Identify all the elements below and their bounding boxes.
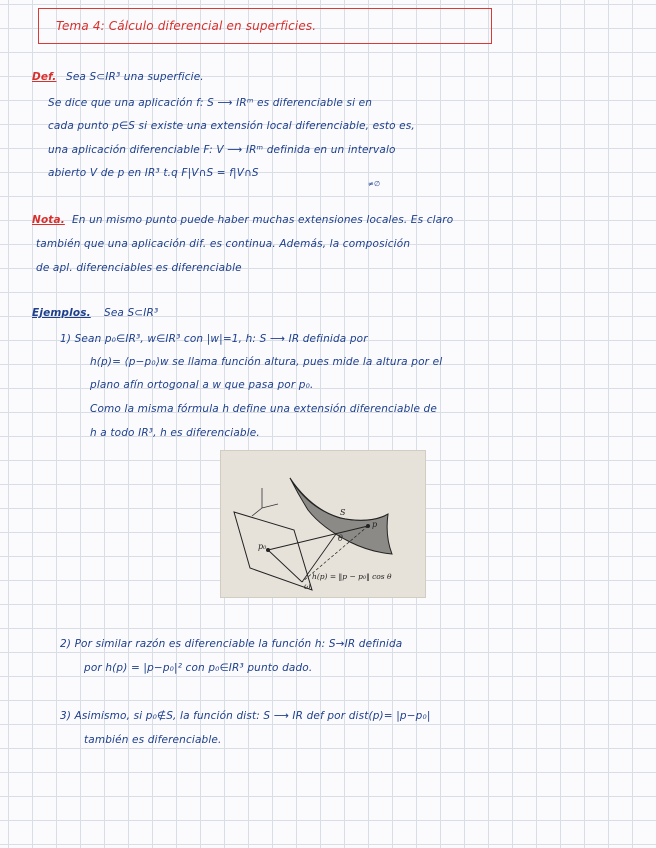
note-line-1: En un mismo punto puede haber muchas extensiones locales. Es claro	[72, 214, 454, 226]
definition-line-4: una aplicación diferenciable F: V ⟶ IRᵐ definida en un intervalo	[48, 144, 396, 156]
example-1-line-5: h a todo IR³, h es diferenciable.	[90, 427, 260, 439]
figure-label-s: S	[340, 508, 346, 517]
definition-line-3: cada punto p∈S si existe una extensión local diferenciable, esto es,	[48, 120, 415, 132]
figure-label-theta: θ	[338, 534, 343, 543]
definition-label: Def.	[32, 71, 57, 83]
example-1-line-3: plano afín ortogonal a w que pasa por p₀.	[90, 379, 314, 391]
examples-label: Ejemplos.	[32, 307, 91, 319]
underbrace-text: ≠∅	[368, 180, 381, 188]
example-3-line-1: 3) Asimismo, si p₀∉S, la función dist: S ⟶ IR def por dist(p)= |p−p₀|	[60, 710, 431, 722]
figure-label-p: p	[372, 520, 378, 529]
note-label: Nota.	[32, 214, 65, 226]
example-3-line-2: también es diferenciable.	[84, 734, 222, 746]
note-line-3: de apl. diferenciables es diferenciable	[36, 262, 242, 274]
definition-line-1: Sea S⊂IR³ una superficie.	[66, 71, 204, 83]
page-title: Tema 4: Cálculo diferencial en superficies.	[56, 19, 317, 33]
example-1-line-1: 1) Sean p₀∈IR³, w∈IR³ con |w|=1, h: S ⟶ IR definida por	[60, 333, 368, 345]
example-1-line-2: h(p)= ⟨p−p₀⟩w se llama función altura, pues mide la altura por el	[90, 356, 443, 368]
example-1-line-4: Como la misma fórmula h define una extensión diferenciable de	[90, 403, 437, 415]
note-line-2: también que una aplicación dif. es continua. Además, la composición	[36, 238, 411, 250]
figure-label-w: ω	[304, 582, 311, 591]
definition-line-2: Se dice que una aplicación f: S ⟶ IRᵐ es diferenciable si en	[48, 97, 373, 109]
figure-label-p0: p₀	[258, 542, 267, 551]
definition-line-5: abierto V de p en IR³ t.q F|V∩S = f|V∩S	[48, 167, 259, 179]
example-2-line-2: por h(p) = |p−p₀|² con p₀∈IR³ punto dado.	[84, 662, 313, 674]
figure-formula: h(p) = ‖p − p₀‖ cos θ	[312, 572, 392, 581]
example-2-line-1: 2) Por similar razón es diferenciable la función h: S→IR definida	[60, 638, 403, 650]
examples-intro: Sea S⊂IR³	[104, 307, 159, 319]
height-function-figure	[220, 450, 426, 598]
